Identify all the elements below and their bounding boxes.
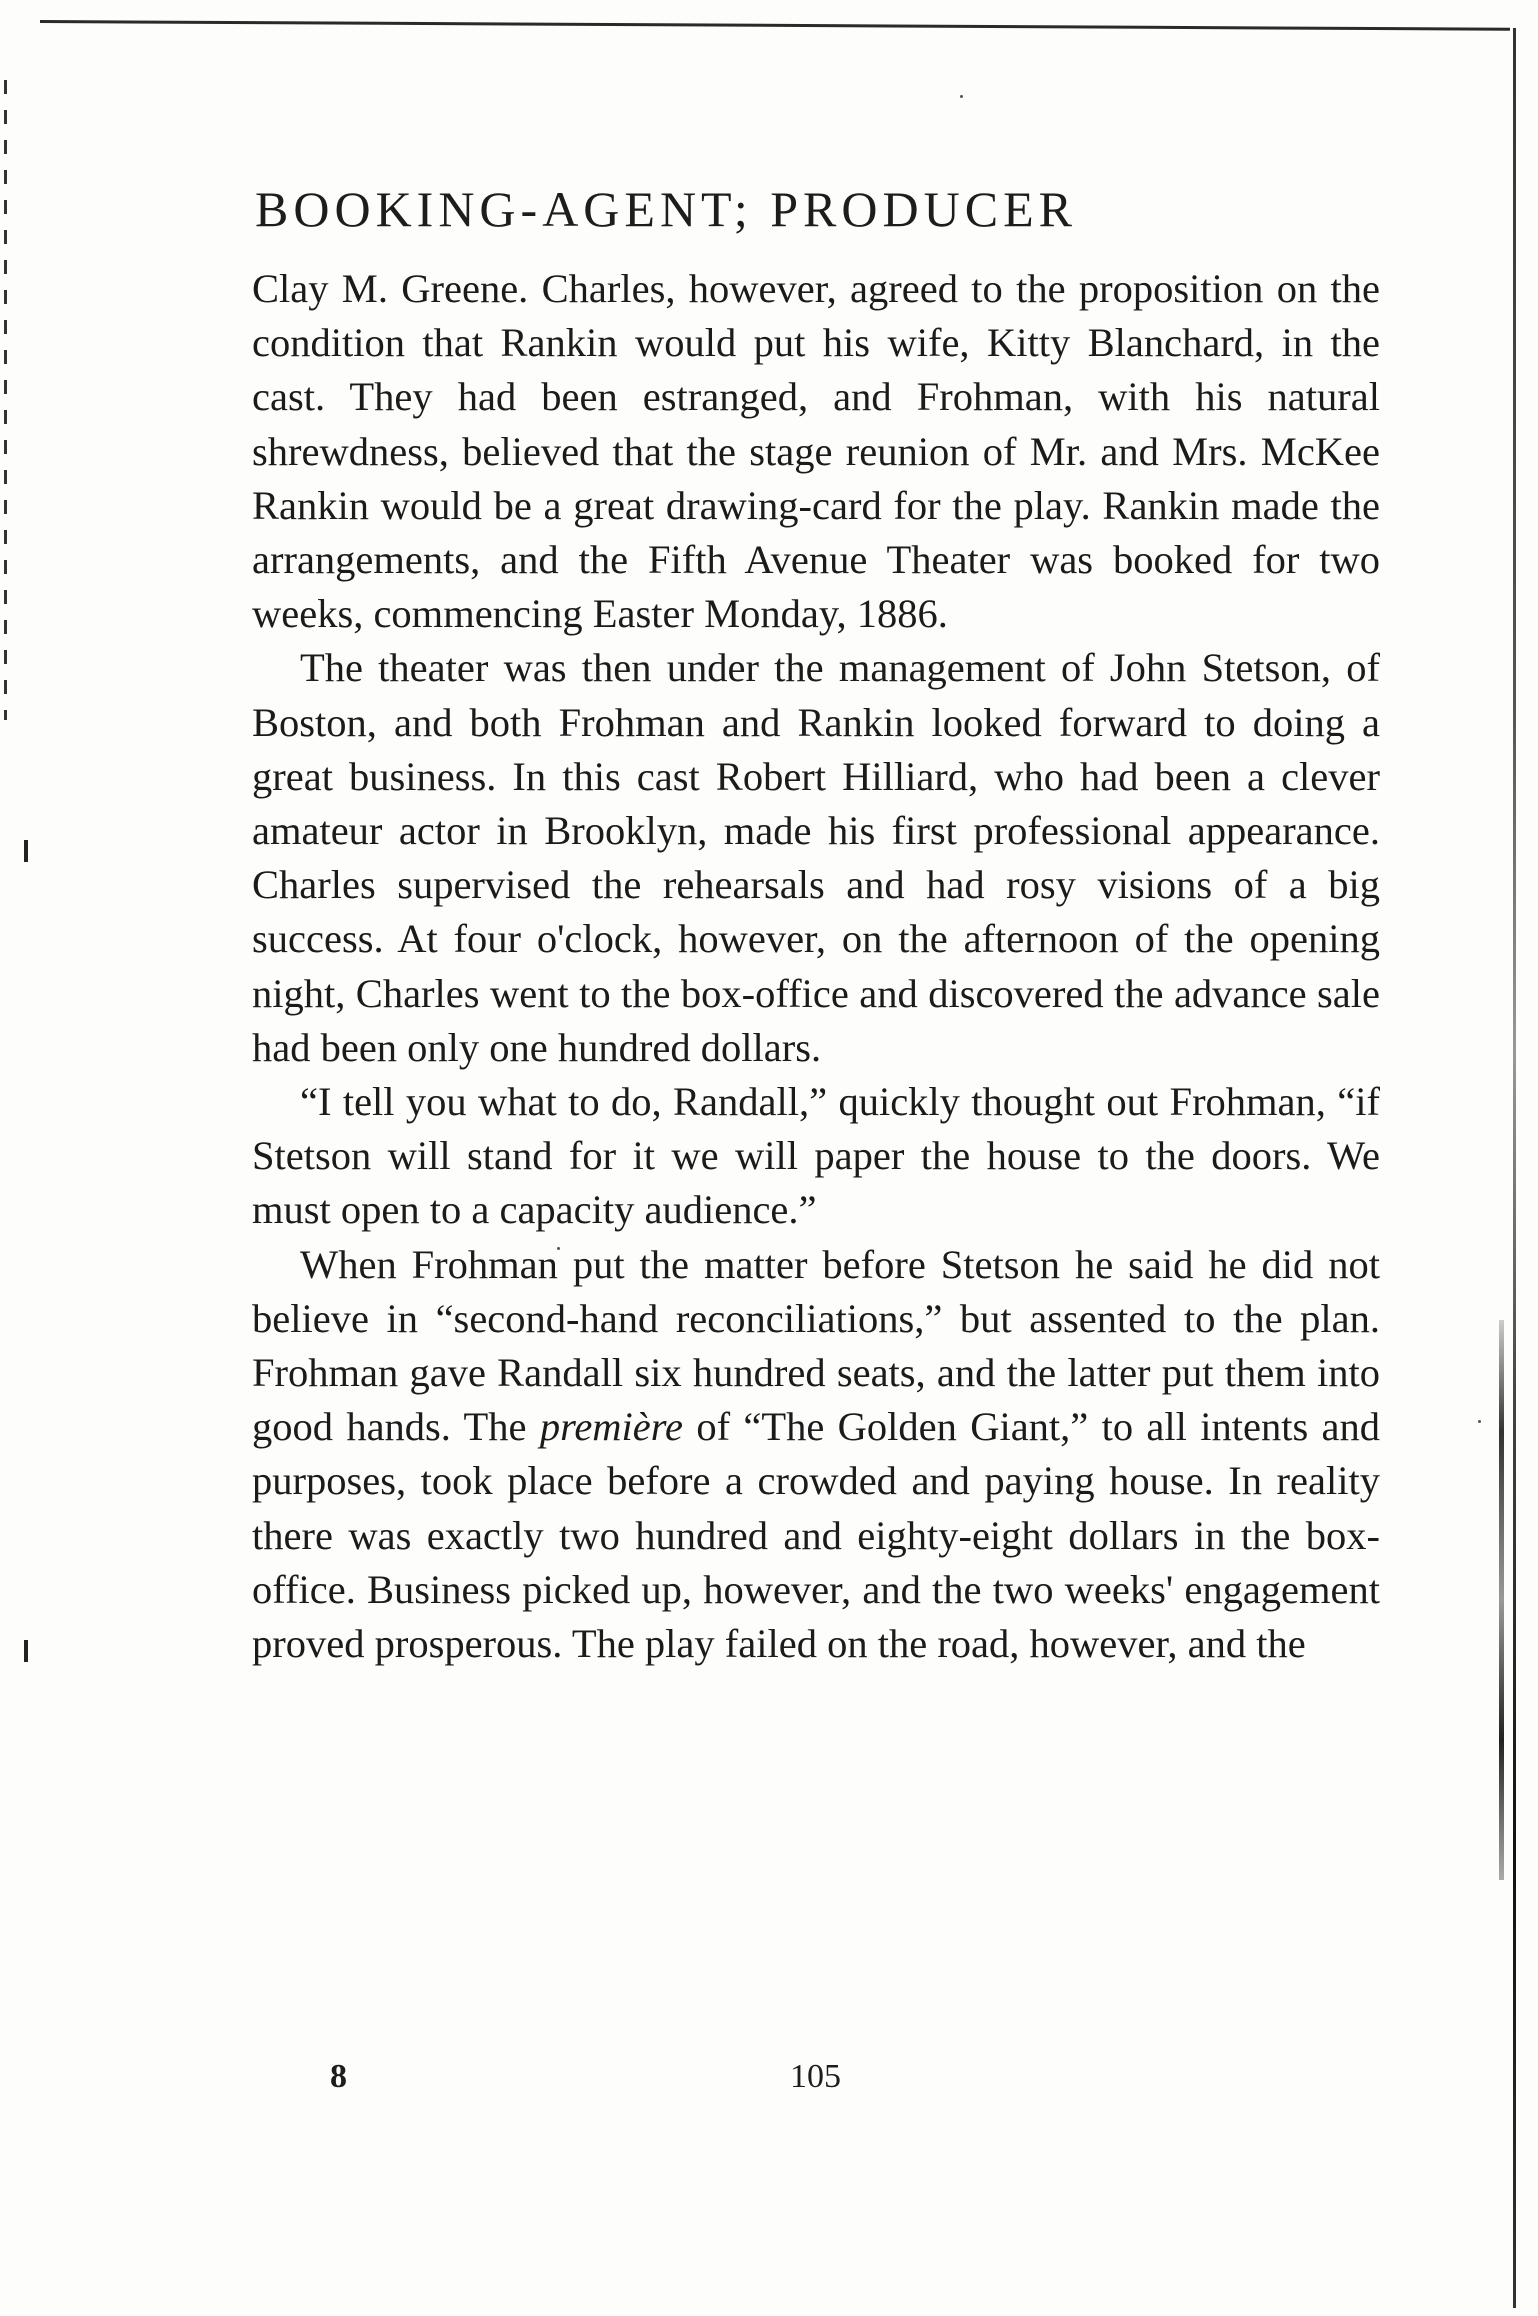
paragraph-4-part-1: When Frohman put the matter before Stetson he said he did not believe in “second-hand reconciliations,” but assented to the plan. Frohman gave Randall six hundred seats, and the latter put them into good hands. The [252, 1241, 1380, 1450]
scan-mark [24, 1640, 28, 1662]
page-top-edge [40, 20, 1510, 31]
running-header: BOOKING-AGENT; PRODUCER [255, 181, 1077, 237]
paragraph-3: “I tell you what to do, Randall,” quickly thought out Frohman, “if Stetson will stand for it we will paper the house to the doors. We must open to a capacity audience.” [252, 1079, 1380, 1233]
page-left-edge [4, 80, 7, 720]
page-number: 105 [790, 2058, 841, 2095]
scan-mark [24, 840, 28, 862]
paragraph-1: Clay M. Greene. Charles, however, agreed to the proposition on the condition that Rankin would put his wife, Kitty Blanchard, in the cast. They had been estranged, and Frohman, with his natural shrewdness, believed that the stage reunion of Mr. and Mrs. McKee Rankin would be a great drawing-card for the play. Rankin made the arrangements, and the Fifth Avenue Theater was booked for two weeks, commencing Easter Monday, 1886. [252, 266, 1380, 637]
signature-mark: 8 [330, 2058, 347, 2095]
italic-premiere: première [539, 1404, 684, 1450]
scan-speck [1478, 1420, 1481, 1423]
paragraph-2: The theater was then under the management of John Stetson, of Boston, and both Frohman and Rankin looked forward to doing a great business. In this cast Robert Hilliard, who had been a clever amateur actor in Brooklyn, made his first professional appearance. Charles supervised the rehearsals and had rosy visions of a big success. At four o'clock, however, on the afternoon of the opening night, Charles went to the box-office and discovered the advance sale had been only one hundred dollars. [252, 645, 1380, 1070]
paragraph-4 [252, 1238, 1380, 1672]
scan-speck [960, 95, 963, 98]
body-text [252, 262, 1380, 1671]
page-right-edge [1513, 28, 1516, 2308]
page-right-shadow [1499, 1320, 1504, 1880]
paragraph-4-part-2: of “The Golden Giant,” to all intents and purposes, took place before a crowded and paying house. In reality there was exactly two hundred and eighty-eight dollars in the box-office. Business picked up, however, and the two weeks' engagement proved prosperous. The play failed on the road, however, and the [252, 1404, 1380, 1667]
